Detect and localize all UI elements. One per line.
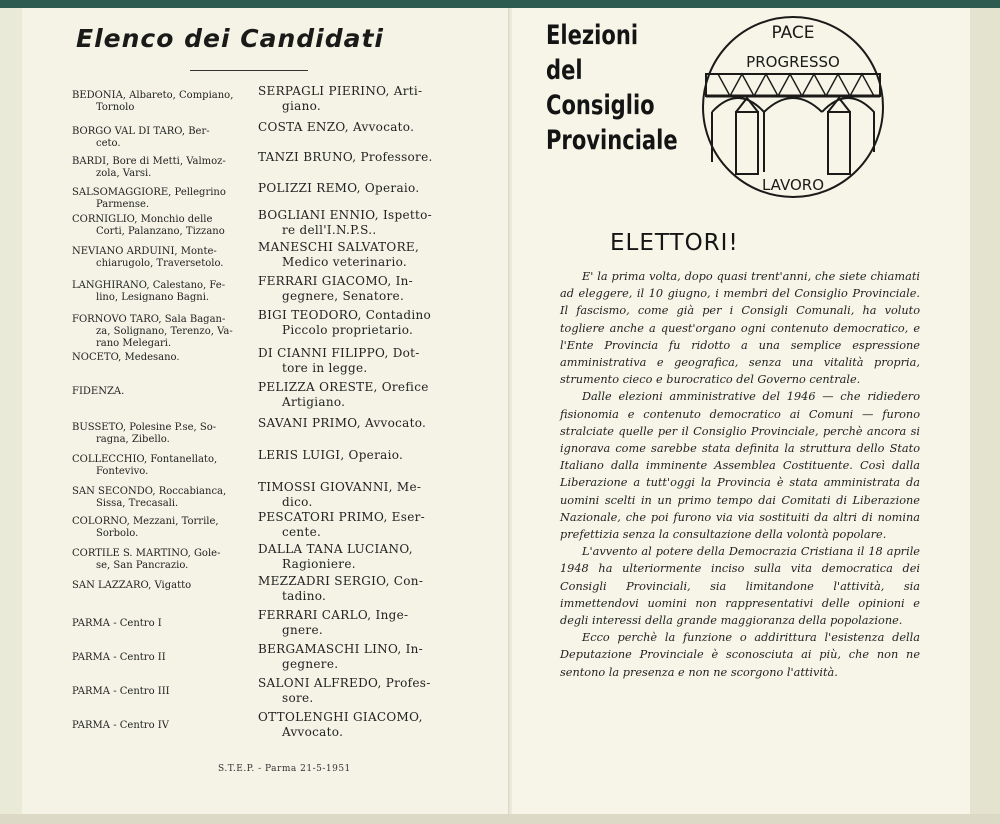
- constituency-line: BUSSETO, Polesine P.se, So-: [72, 422, 217, 433]
- candidate: [258, 710, 458, 740]
- candidate-line: SALONI ALFREDO, Profes-: [258, 676, 431, 690]
- candidate: [258, 150, 458, 165]
- candidate-line: OTTOLENGHI GIACOMO,: [258, 710, 423, 724]
- candidate-line: tadino.: [282, 589, 327, 603]
- candidate: [258, 208, 458, 238]
- candidate-line: MANESCHI SALVATORE,: [258, 240, 420, 254]
- constituency-line: Corti, Palanzano, Tizzano: [96, 226, 225, 237]
- constituency-line: PARMA - Centro IV: [72, 720, 169, 731]
- candidate-line: BIGI TEODORO, Contadino: [258, 308, 432, 322]
- candidate: [258, 574, 458, 604]
- candidate: [258, 308, 458, 338]
- constituency-line: FIDENZA.: [72, 386, 125, 397]
- constituency-line: lino, Lesignano Bagni.: [96, 292, 210, 303]
- candidate: [258, 181, 458, 196]
- constituency-line: se, San Pancrazio.: [96, 560, 189, 571]
- candidate-line: Piccolo proprietario.: [282, 323, 414, 337]
- constituency-line: BORGO VAL DI TARO, Ber-: [72, 126, 210, 137]
- candidate-line: gegnere.: [282, 657, 339, 671]
- candidate: [258, 120, 458, 135]
- candidate-line: Ragioniere.: [282, 557, 356, 571]
- constituency: [72, 156, 247, 180]
- constituency-line: LANGHIRANO, Calestano, Fe-: [72, 280, 226, 291]
- constituency-line: rano Melegari.: [96, 338, 172, 349]
- candidate-line: BERGAMASCHI LINO, In-: [258, 642, 424, 656]
- constituency-line: Tornolo: [96, 102, 135, 113]
- page-edge: [970, 8, 1000, 824]
- constituency: [72, 386, 247, 398]
- candidate-line: re dell'I.N.P.S..: [282, 223, 377, 237]
- candidate-line: POLIZZI REMO, Operaio.: [258, 181, 420, 195]
- candidate-line: FERRARI CARLO, Inge-: [258, 608, 409, 622]
- candidate-line: sore.: [282, 691, 314, 705]
- candidates-heading: Elenco dei Candidati: [76, 24, 384, 53]
- constituency-line: za, Solignano, Terenzo, Va-: [96, 326, 233, 337]
- candidate-line: LERIS LUIGI, Operaio.: [258, 448, 404, 462]
- bridge-arch: [764, 98, 822, 112]
- title-line: del: [546, 55, 583, 86]
- candidate-line: COSTA ENZO, Avvocato.: [258, 120, 415, 134]
- bottom-edge: [0, 814, 1000, 824]
- top-band: [0, 0, 1000, 8]
- constituency-line: PARMA - Centro II: [72, 652, 166, 663]
- constituency: [72, 486, 247, 510]
- constituency-line: CORNIGLIO, Monchio delle: [72, 214, 213, 225]
- candidate-line: Artigiano.: [282, 395, 346, 409]
- candidate-line: SAVANI PRIMO, Avvocato.: [258, 416, 427, 430]
- emblem-bottom-text: LAVORO: [761, 176, 825, 194]
- candidate: [258, 274, 458, 304]
- constituency-line: SALSOMAGGIORE, Pellegrino: [72, 187, 226, 198]
- appeal-text: [560, 268, 920, 681]
- constituency-line: chiarugolo, Traversetolo.: [96, 258, 224, 269]
- candidate: [258, 642, 458, 672]
- printer-footer: S.T.E.P. - Parma 21-5-1951: [218, 764, 351, 774]
- constituency: [72, 90, 247, 114]
- constituency-line: BEDONIA, Albareto, Compiano,: [72, 90, 234, 101]
- candidate-line: SERPAGLI PIERINO, Arti-: [258, 84, 423, 98]
- candidate: [258, 380, 458, 410]
- paragraph: E' la prima volta, dopo quasi trent'anni, che siete chiamati ad eleggere, il 10 giugno, i membri del Consiglio Provinciale. Il fascismo, come già per i Consigli Comunali, ha voluto togliere anche a quest'organo ogni contenuto democratico, e l'Ente Provincia fu ridotto a una semplice espressione amministrativa e geografica, senza una vitalità propria, strumento cieco e burocratico del Governo centrale.: [560, 270, 920, 387]
- constituency: [72, 720, 247, 732]
- constituency: [72, 548, 247, 572]
- candidate: [258, 608, 458, 638]
- candidate: [258, 240, 458, 270]
- constituency: [72, 422, 247, 446]
- constituency-line: Sissa, Trecasali.: [96, 498, 179, 509]
- constituency: [72, 187, 247, 211]
- candidate-line: DI CIANNI FILIPPO, Dot-: [258, 346, 420, 360]
- candidate-line: BOGLIANI ENNIO, Ispetto-: [258, 208, 432, 222]
- constituency: [72, 516, 247, 540]
- election-title: [546, 18, 678, 158]
- constituency-line: BARDI, Bore di Metti, Valmoz-: [72, 156, 226, 167]
- candidate-line: giano.: [282, 99, 322, 113]
- candidate-line: FERRARI GIACOMO, In-: [258, 274, 413, 288]
- constituency: [72, 454, 247, 478]
- constituency-line: SAN LAZZARO, Vigatto: [72, 580, 192, 591]
- constituency: [72, 314, 247, 350]
- constituency: [72, 126, 247, 150]
- candidate: [258, 542, 458, 572]
- constituency: [72, 280, 247, 304]
- candidate-line: gnere.: [282, 623, 323, 637]
- candidate-line: Avvocato.: [282, 725, 344, 739]
- candidate: [258, 416, 458, 431]
- constituency: [72, 352, 247, 364]
- pace-progresso-lavoro-emblem: [698, 12, 888, 202]
- heading-divider: [190, 70, 308, 71]
- constituency-line: Parmense.: [96, 199, 150, 210]
- paragraph: L'avvento al potere della Democrazia Cristiana il 18 aprile 1948 ha ulteriormente inciso sulla vita democratica dei Consigli Provinciali, sia limitandone l'attività, sia immettendovi uomini non rappresentativi delle opinioni e degli interessi della grande maggioranza della popolazione.: [560, 545, 920, 628]
- constituency: [72, 686, 247, 698]
- title-line: Elezioni: [546, 20, 639, 51]
- bridge-arch: [822, 98, 874, 152]
- candidate-line: TIMOSSI GIOVANNI, Me-: [258, 480, 422, 494]
- candidate-line: PELIZZA ORESTE, Orefice: [258, 380, 429, 394]
- emblem-middle-text: PROGRESSO: [746, 53, 840, 71]
- candidate: [258, 510, 458, 540]
- bridge-pillar: [828, 112, 850, 174]
- bridge-truss: [718, 74, 874, 96]
- candidate-line: DALLA TANA LUCIANO,: [258, 542, 413, 556]
- constituency-line: PARMA - Centro III: [72, 686, 170, 697]
- constituency: [72, 214, 247, 238]
- constituency-line: ceto.: [96, 138, 121, 149]
- title-line: Consiglio: [546, 90, 655, 121]
- candidate: [258, 346, 458, 376]
- constituency: [72, 652, 247, 664]
- candidate-line: TANZI BRUNO, Professore.: [258, 150, 433, 164]
- constituency-line: ragna, Zibello.: [96, 434, 170, 445]
- candidate-line: cente.: [282, 525, 322, 539]
- candidate: [258, 676, 458, 706]
- constituency-line: SAN SECONDO, Roccabianca,: [72, 486, 227, 497]
- constituency: [72, 618, 247, 630]
- candidate: [258, 84, 458, 114]
- bridge-pillar: [736, 112, 758, 174]
- candidate-line: dico.: [282, 495, 313, 509]
- constituency-line: FORNOVO TARO, Sala Bagan-: [72, 314, 226, 325]
- emblem-top-text: PACE: [771, 23, 815, 43]
- candidate-line: gegnere, Senatore.: [282, 289, 405, 303]
- constituency: [72, 246, 247, 270]
- constituency-line: CORTILE S. MARTINO, Gole-: [72, 548, 221, 559]
- candidate-line: PESCATORI PRIMO, Eser-: [258, 510, 425, 524]
- bridge-drawing: [706, 74, 880, 174]
- candidate-line: Medico veterinario.: [282, 255, 408, 269]
- constituency-line: PARMA - Centro I: [72, 618, 162, 629]
- constituency-line: NOCETO, Medesano.: [72, 352, 180, 363]
- paragraph: Dalle elezioni amministrative del 1946 — che ridiedero fisionomia e contenuto democratico ai Comuni — furono stralciate quelle per il Consiglio Provinciale, perchè ancora si ignorava come sarebbe stata definita la struttura dello Stato Italiano dalla imminente Assemblea Costituente. Così dalla Liberazione a tutt'oggi la Provincia è stata amministrata da uomini scelti in un primo tempo dai Comitati di Liberazione Nazionale, che poi furono via via sostituiti da altri di nomina prefettizia senza la consultazione della volontà popolare.: [560, 390, 920, 542]
- candidate-line: tore in legge.: [282, 361, 368, 375]
- constituency-line: Sorbolo.: [96, 528, 139, 539]
- candidate-line: MEZZADRI SERGIO, Con-: [258, 574, 424, 588]
- constituency-line: Fontevivo.: [96, 466, 149, 477]
- constituency: [72, 580, 247, 592]
- paragraph: Ecco perchè la funzione o addirittura l'esistenza della Deputazione Provinciale è sconosciuta ai più, che non ne sentono la presenza e non ne scorgono l'attività.: [560, 631, 920, 679]
- constituency-line: NEVIANO ARDUINI, Monte-: [72, 246, 217, 257]
- title-line: Provinciale: [546, 125, 678, 156]
- candidate: [258, 448, 458, 463]
- constituency-line: zola, Varsi.: [96, 168, 152, 179]
- electors-heading: ELETTORI!: [610, 230, 739, 256]
- constituency-line: COLORNO, Mezzani, Torrile,: [72, 516, 219, 527]
- candidate: [258, 480, 458, 510]
- constituency-line: COLLECCHIO, Fontanellato,: [72, 454, 218, 465]
- emblem-circle: [703, 17, 883, 197]
